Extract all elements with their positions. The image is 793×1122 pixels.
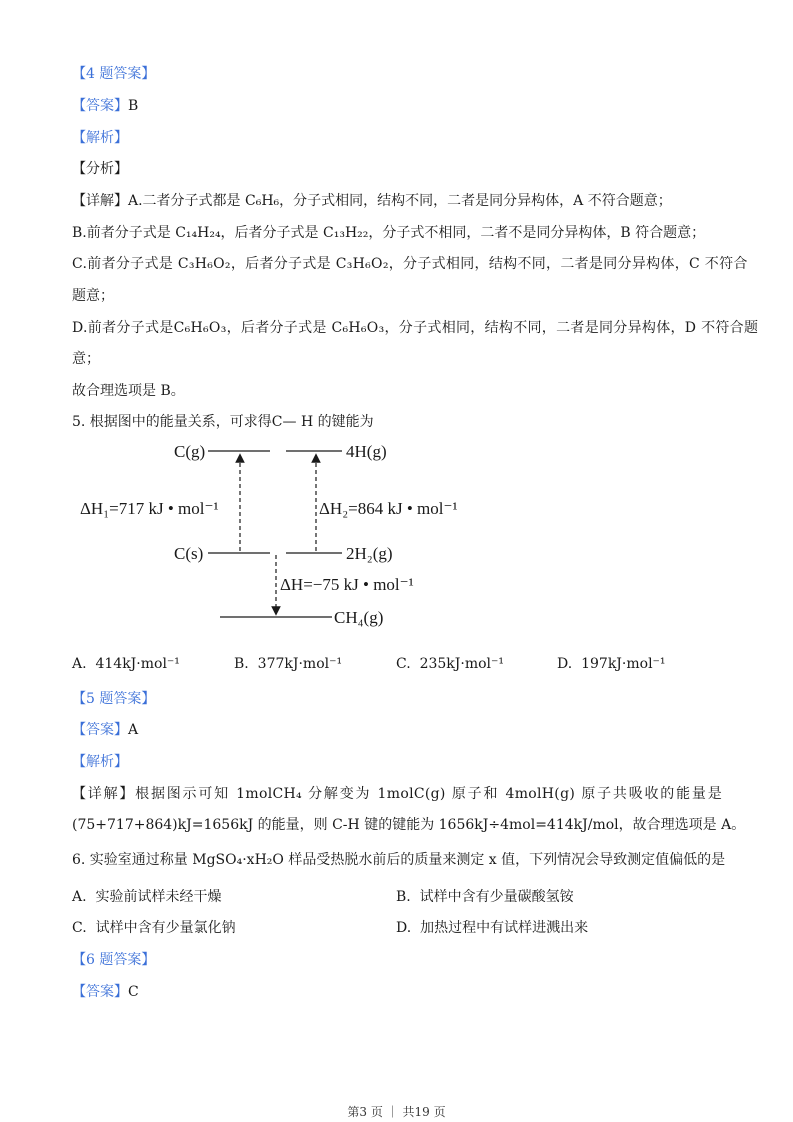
q6-option-b (396, 887, 574, 907)
answer-value: A (128, 722, 139, 738)
option-letter: B. (396, 889, 411, 905)
energy-diagram (70, 436, 510, 636)
label-dh1: ΔH₁=717 kJ • mol⁻¹ (80, 499, 219, 518)
detail-text: A.二者分子式都是 C₆H₆，分子式相同，结构不同，二者是同分异构体，A 不符合题意； (128, 193, 672, 209)
answer-label: 【答案】 (72, 722, 128, 738)
q6-stem: 6. 实验室通过称量 MgSO₄·xH₂O 样品受热脱水前后的质量来测定 x 值，下列情况会导致测定值偏低的是 (72, 852, 726, 868)
q6-answer-header: 【6 题答案】 (72, 952, 156, 968)
option-text: 试样中含有少量氯化钠 (95, 920, 236, 936)
q4-detail-d-1: D.前者分子式是C₆H₆O₃，后者分子式是 C₆H₆O₃，分子式相同，结构不同，二者是同分异构体，D 不符合题 (72, 320, 759, 336)
q5-option-a (72, 654, 180, 674)
q4-conclusion: 故合理选项是 B。 (72, 383, 185, 399)
option-text: 235kJ·mol⁻¹ (419, 656, 505, 672)
label-dh: ΔH=−75 kJ • mol⁻¹ (280, 575, 414, 594)
option-text: 414kJ·mol⁻¹ (95, 656, 180, 672)
label-c-gas: C(g) (174, 442, 206, 461)
q4-detail-a (72, 191, 672, 211)
option-text: 试样中含有少量碳酸氢铵 (419, 889, 574, 905)
label-ch4-gas: CH₄(g) (334, 608, 384, 627)
q6-option-d (396, 918, 588, 938)
answer-value: C (128, 984, 139, 1000)
q5-option-b (234, 654, 342, 674)
q6-option-c (72, 918, 236, 938)
option-text: 377kJ·mol⁻¹ (257, 656, 343, 672)
answer-label: 【答案】 (72, 984, 128, 1000)
label-c-solid: C(s) (174, 544, 204, 563)
q5-answer-row (72, 720, 138, 740)
option-letter: A. (72, 656, 87, 672)
q5-detail-2: (75+717+864)kJ=1656kJ 的能量，则 C-H 键的键能为 1656kJ÷4mol=414kJ/mol，故合理选项是 A。 (72, 817, 746, 833)
q6-option-a (72, 887, 221, 907)
option-text: 加热过程中有试样进溅出来 (420, 920, 589, 936)
label-dh2: ΔH₂=864 kJ • mol⁻¹ (319, 499, 458, 518)
q5-stem: 5. 根据图中的能量关系，可求得C— H 的键能为 (72, 414, 374, 430)
q5-analysis-label: 【解析】 (72, 754, 128, 770)
q6-answer-row (72, 982, 139, 1002)
q4-analysis-label: 【解析】 (72, 130, 128, 146)
q4-detail-b: B.前者分子式是 C₁₄H₂₄，后者分子式是 C₁₃H₂₂，分子式不相同，二者不是同分异构体，B 符合题意； (72, 225, 706, 241)
page-footer: 第3 页 ｜ 共19 页 (347, 1105, 446, 1119)
option-letter: C. (396, 656, 411, 672)
q5-option-d (557, 654, 666, 674)
q5-answer-header: 【5 题答案】 (72, 691, 156, 707)
q4-detail-c-1: C.前者分子式是 C₃H₆O₂，后者分子式是 C₃H₆O₂，分子式相同，结构不同，二者是同分异构体，C 不符合 (72, 256, 748, 272)
option-letter: D. (557, 656, 573, 672)
option-letter: A. (72, 889, 87, 905)
q4-answer-row (72, 96, 138, 116)
label-4h-gas: 4H(g) (346, 442, 387, 461)
q4-fenxi-label: 【分析】 (72, 161, 128, 177)
option-text: 实验前试样未经干燥 (95, 889, 222, 905)
label-2h2-gas: 2H₂(g) (346, 544, 393, 563)
option-text: 197kJ·mol⁻¹ (581, 656, 666, 672)
option-letter: C. (72, 920, 87, 936)
q5-detail-1: 【详解】根据图示可知 1molCH₄ 分解变为 1molC(g) 原子和 4molH(g) 原子共吸收的能量是 (72, 786, 722, 802)
q4-detail-c-2: 题意； (72, 288, 114, 304)
q4-answer-header: 【4 题答案】 (72, 66, 156, 82)
answer-value: B (128, 98, 139, 114)
option-letter: D. (396, 920, 412, 936)
detail-label: 【详解】 (72, 193, 128, 209)
q5-option-c (396, 654, 504, 674)
answer-label: 【答案】 (72, 98, 128, 114)
q4-detail-d-2: 意； (72, 351, 100, 367)
option-letter: B. (234, 656, 249, 672)
